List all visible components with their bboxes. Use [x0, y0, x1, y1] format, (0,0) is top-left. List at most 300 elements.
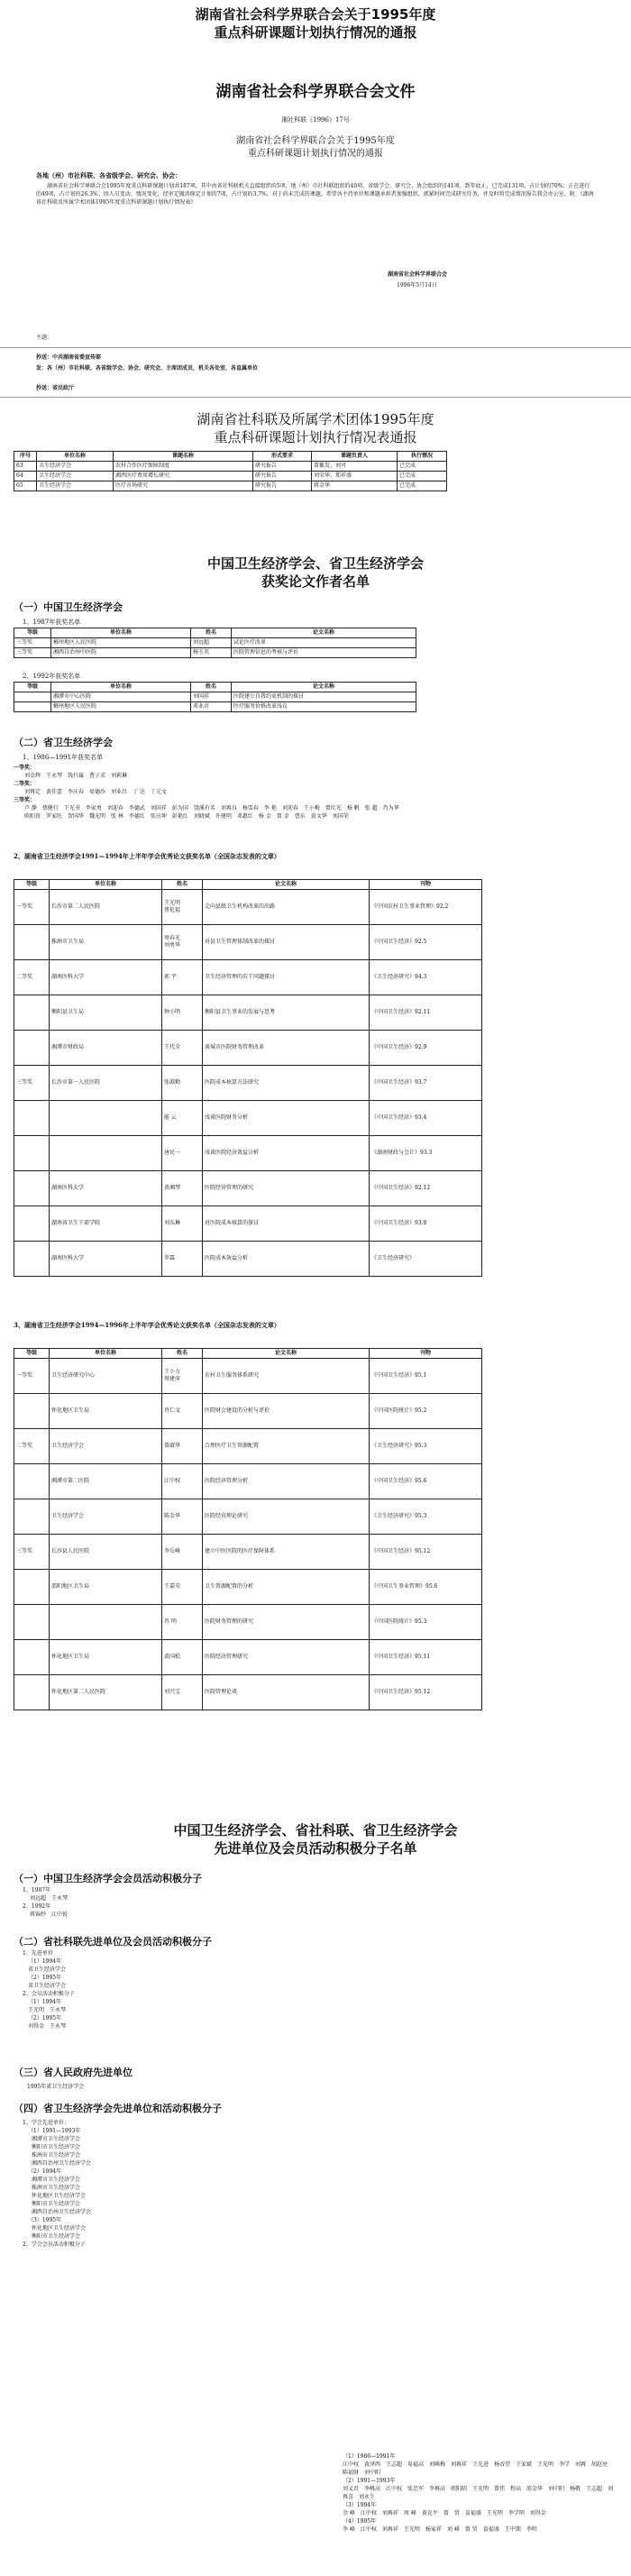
table-header-cell: 等级	[14, 683, 51, 692]
doc3-table3	[14, 879, 482, 1277]
table-cell: 建立中医医院的医疗保障体系	[203, 1535, 370, 1570]
table-cell: 刘远超	[191, 638, 232, 648]
table-cell	[14, 1101, 50, 1136]
table-cell: 刘国祥	[191, 692, 232, 702]
table-row	[14, 638, 416, 648]
doc1-org-header: 湖南省社会科学界联合会文件	[215, 83, 416, 101]
doc2-col-status: 执行情况	[398, 452, 447, 462]
table-cell: 65	[14, 481, 37, 491]
table-cell: 杨玉英	[191, 648, 232, 658]
doc3-t1-wrap	[14, 628, 416, 658]
list-item: 怀化地区卫生经济学会	[32, 2193, 87, 2199]
table-row	[14, 995, 482, 1031]
table-cell: 卫生经济研究中心	[50, 1359, 162, 1394]
table-cell	[50, 1605, 162, 1640]
table-cell: 已完成	[398, 462, 447, 472]
table-cell: 衡阳县卫生局	[50, 995, 162, 1031]
table-cell	[14, 702, 51, 712]
table-row	[14, 1101, 482, 1136]
table-cell: 郭 宇	[162, 960, 203, 995]
table-cell	[14, 1394, 50, 1429]
table-row	[14, 1136, 482, 1171]
doc3-title-line1: 中国卫生经济学会、省卫生经济学会	[206, 555, 424, 572]
award-group-first	[14, 764, 608, 772]
table-header-cell: 单位名称	[50, 1349, 162, 1359]
table-row	[14, 1570, 482, 1605]
table-row	[14, 1429, 482, 1464]
table-header-cell: 论文名称	[203, 1349, 370, 1359]
table-cell: 《湖南财政与会计》93.3	[370, 1136, 482, 1171]
unit-list	[23, 2135, 293, 2168]
table-header-cell: 等级	[14, 628, 51, 638]
table-cell: 《卫生经济研究》95.3	[370, 1499, 482, 1535]
table-cell: 曾繁发、刘可	[312, 462, 398, 472]
doc2-title	[0, 410, 631, 446]
table-cell	[50, 1101, 162, 1136]
table-header-cell: 姓名	[191, 683, 232, 692]
table-row	[14, 1535, 482, 1570]
table-cell: 曾淑华	[162, 1429, 203, 1464]
doc3-t3-wrap	[14, 879, 482, 1277]
doc3-sec1: （一）中国卫生经济学会	[14, 601, 123, 613]
list-item: 刘义君 李桃高 江中权 张忠军 李再高 欧阳昭 王光明 曾伟 程高 邵金华 刘中阳 杨敬 王志超 刘再喜 刘永生	[343, 2486, 614, 2500]
table-cell: 能 云	[162, 1101, 203, 1136]
list-item: 2、会员活动积极分子	[23, 1991, 75, 1997]
table-cell: 《中国卫生经济》95.1	[370, 1359, 482, 1394]
table-row	[14, 1499, 482, 1535]
table-header-cell: 姓名	[162, 880, 203, 890]
table-cell: 怀化地区第二人民医院	[50, 1675, 162, 1710]
table-cell: 湘潭市财政局	[50, 1031, 162, 1066]
table-cell: 卫生经济学会	[37, 462, 114, 472]
list-item: 王光明 王永琴	[28, 2007, 67, 2013]
table-header-cell: 论文名称	[203, 880, 370, 890]
table-cell: 湖南医科大学	[50, 960, 162, 995]
table-header-cell: 刊物	[370, 880, 482, 890]
table-row	[14, 1066, 482, 1101]
doc3-t2-wrap	[14, 682, 416, 712]
table-cell: 刘兴宝	[162, 1675, 203, 1710]
table-cell: 已完成	[398, 481, 447, 491]
doc4-title	[0, 1821, 631, 1857]
table-row	[14, 648, 416, 658]
doc1-subtitle-line2: 重点科研课题计划执行情况的通报	[248, 149, 383, 159]
table-row	[14, 692, 416, 702]
doc4-sec1: （一）中国卫生经济学会会员活动积极分子	[14, 1873, 202, 1884]
table-cell: 罗霖	[162, 1242, 203, 1277]
doc2-col-unit: 单位名称	[37, 452, 114, 462]
table-cell: 江中权	[162, 1464, 203, 1499]
table-cell: 肖仁文	[162, 1394, 203, 1429]
table-cell: 黄国松	[162, 1640, 203, 1675]
doc2-col-leader: 课题负责人	[312, 452, 398, 462]
doc3-title	[0, 555, 631, 591]
table-cell: 陈金华	[162, 1499, 203, 1535]
table-cell	[14, 995, 50, 1031]
table-cell: 《中国卫生事业管理》95.6	[370, 1570, 482, 1605]
table-cell: 二等奖	[14, 1429, 50, 1464]
table-cell	[14, 1242, 50, 1277]
cc-divider-top	[0, 347, 631, 348]
doc1-subtitle	[0, 135, 631, 160]
list-item: （1）1994年	[28, 1999, 62, 2005]
table-cell: 郴州地区人民医院	[51, 702, 191, 712]
table-cell: 周春光 刘勇华	[162, 925, 203, 960]
table-cell: 湘西自治州中医院	[51, 648, 191, 658]
cc-cc: 抄送：省民政厅	[36, 385, 75, 391]
table-cell: 肖 明	[162, 1605, 203, 1640]
table-cell: 医院经济管理分析	[203, 1464, 370, 1499]
table-cell: 浅谈医院财务分析	[203, 1101, 370, 1136]
table-cell: 钟小明	[162, 995, 203, 1031]
table-cell: 《中国卫生经济》92.5	[370, 925, 482, 960]
table-row	[14, 1031, 482, 1066]
table-cell: 湖南医科大学	[50, 1242, 162, 1277]
table-header-cell: 论文名称	[232, 683, 416, 692]
doc2-col-no: 序号	[14, 452, 37, 462]
table-cell: 蒋金华	[312, 481, 398, 491]
table-cell: 医院经营管理的研究	[203, 1171, 370, 1206]
table-cell: 黄湘琴	[162, 1171, 203, 1206]
table-cell: 研究报告	[253, 462, 312, 472]
table-row	[14, 1394, 482, 1429]
table-cell	[14, 692, 51, 702]
list-item: 株洲市卫生经济学会	[32, 2185, 81, 2191]
doc3-sub4: 2、湖南省卫生经济学会1991—1994年上半年学会优秀论文获奖名单（全国杂志发表的文章）	[14, 852, 280, 860]
list-item: 李 峰 江中权 刘再祥 王光明 杨家祥 刘 峰 曾 贸 袁福盛 王中期 李明	[343, 2526, 537, 2533]
doc4-sec4-right	[343, 2452, 613, 2534]
table-row	[14, 462, 447, 472]
doc2-table	[14, 451, 447, 491]
doc3-table3-header	[14, 880, 482, 890]
table-row	[14, 890, 482, 925]
doc3-table4-header	[14, 1349, 482, 1359]
table-cell: 《中国卫生经济》93.7	[370, 1066, 482, 1101]
table-header-cell: 单位名称	[51, 628, 191, 638]
table-cell: 王光明 蔡伦福	[162, 890, 203, 925]
table-row	[14, 1359, 482, 1394]
list-item: 1、先进单位	[23, 1950, 53, 1957]
table-cell: 医院财会建设的分析与评价	[203, 1394, 370, 1429]
doc1-title	[0, 5, 631, 41]
doc1-addressee: 各地（州）市社科联、各省级学会、研究会、协会：	[36, 171, 181, 179]
table-cell	[14, 1031, 50, 1066]
doc4-sec4-left	[23, 2119, 293, 2249]
list-item: 怀化地区卫生经济学会	[32, 2225, 87, 2232]
table-header-cell: 单位名称	[51, 683, 191, 692]
award-names: 刘金辉 王永琴 钱行属 曹子求 刘莉琳	[24, 773, 128, 779]
table-cell: 浅谈医院经济效益分析	[203, 1136, 370, 1171]
table-cell: 医院成本效益分析	[203, 1242, 370, 1277]
list-item: 湘西自治州卫生经济学会	[32, 2209, 92, 2215]
table-cell: 刘荣华、郑祥盛	[312, 472, 398, 481]
table-row	[14, 1171, 482, 1206]
table-cell: 卫生资源配置的分析	[203, 1570, 370, 1605]
table-cell: 医疗市场研究	[114, 481, 253, 491]
doc3-title-line2: 获奖论文作者名单	[261, 573, 370, 590]
table-cell: 二等奖	[14, 960, 50, 995]
list-item: 1、1987年	[23, 1887, 51, 1893]
table-cell: 《中国农村卫生事业管理》92.2	[370, 890, 482, 925]
table-cell: 李岳峰	[162, 1535, 203, 1570]
table-cell: 《中国卫生经济》93.4	[370, 1101, 482, 1136]
list-item: （3）1994年	[343, 2502, 377, 2508]
doc1-signature: 湖南省社会科学界联合会	[388, 271, 448, 278]
table-cell: 64	[14, 472, 37, 481]
table-cell: 株洲市卫生局	[50, 925, 162, 960]
cc-divider-bottom	[0, 397, 631, 398]
table-cell: 《中国卫生经济》95.6	[370, 1464, 482, 1499]
table-cell: 三等奖	[14, 648, 51, 658]
table-cell	[14, 925, 50, 960]
table-cell: 王小力 周建萍	[162, 1359, 203, 1394]
doc3-t4-wrap	[14, 1348, 482, 1710]
table-cell: 唐民一	[162, 1136, 203, 1171]
doc2-table-header	[14, 452, 447, 462]
table-header-cell: 姓名	[191, 628, 232, 638]
table-cell: 医院成本核算方法研究	[203, 1066, 370, 1101]
list-item: 刘远超 王永琴	[30, 1895, 69, 1902]
table-cell	[14, 1640, 50, 1675]
list-item: 蒋锦抄 江中锐	[30, 1911, 69, 1918]
table-cell: 卫生经济学会	[50, 1499, 162, 1535]
table-row	[14, 925, 482, 960]
list-item: 江中权 黄泽西 王志超 易福高 刘峰梅 刘再祥 王先进 杨帝望 王家斌 王光明 李学 刘再 胡赵亮 陈福财 刘中阳	[343, 2461, 614, 2476]
award-group-second	[14, 780, 608, 788]
table-cell: 医院经济管理研究	[203, 1640, 370, 1675]
table-header-cell: 等级	[14, 1349, 50, 1359]
list-item: 湘潭市卫生经济学会	[32, 2177, 81, 2183]
list-item: （2）1994年	[28, 2168, 62, 2175]
table-row	[14, 1675, 482, 1710]
table-cell	[14, 1206, 50, 1242]
list-item: 刘得金 王永琴	[28, 2023, 67, 2030]
table-cell: 郴州地区人民医院	[51, 638, 191, 648]
table-cell: 《卫生经济研究》95.3	[370, 1429, 482, 1464]
table-cell: 湘潭市第二医院	[50, 1464, 162, 1499]
table-cell: 长沙市第二人民医院	[50, 890, 162, 925]
table-cell: 合理医疗卫生资源配置	[203, 1429, 370, 1464]
list-item: 省卫生经济学会	[28, 1966, 67, 1973]
table-cell: 对县卫生管理体制改革的探讨	[203, 925, 370, 960]
table-cell: 王代全	[162, 1031, 203, 1066]
table-header-cell: 刊物	[370, 1349, 482, 1359]
unit-list	[23, 2176, 293, 2216]
doc4-sec4: （四）省卫生经济学会先进单位和活动积极分子	[14, 2103, 222, 2114]
table-cell	[14, 1570, 50, 1605]
table-cell: 卫生经济学会	[37, 472, 114, 481]
table-row	[14, 1605, 482, 1640]
table-cell: 卫生经济学会	[50, 1429, 162, 1464]
table-cell	[50, 1136, 162, 1171]
table-cell: 长沙市第一人民医院	[50, 1066, 162, 1101]
doc2-table-wrap	[14, 451, 447, 491]
cc-topic: 主题：	[36, 335, 53, 341]
doc4-sec2-list	[23, 1949, 75, 2031]
doc1-number: 湘社科联（1996）17号	[281, 116, 350, 124]
list-item: 衡阳市卫生经济学会	[32, 2233, 81, 2240]
table-row	[14, 481, 447, 491]
doc1-date: 1996年5月14日	[397, 282, 437, 289]
table-header-cell: 论文名称	[232, 628, 416, 638]
table-cell: 卫生经济管理的若干问题探讨	[203, 960, 370, 995]
table-cell: 《中国卫生经济》92.9	[370, 1031, 482, 1066]
list-item: 1、学会先进单位：	[23, 2120, 69, 2126]
table-cell: 医院管理信息的考核与评价	[232, 648, 416, 658]
doc2-col-topic: 课题名称	[114, 452, 253, 462]
table-cell: 医疗服务价格改革浅议	[232, 702, 416, 712]
table-cell: 怀化地区卫生局	[50, 1640, 162, 1675]
table-cell: 王嘉荣	[162, 1570, 203, 1605]
table-cell: 医院管理论谈	[203, 1675, 370, 1710]
table-cell: 湘西医疗费用增长研究	[114, 472, 253, 481]
table-cell: 《卫生经济研究》94.3	[370, 960, 482, 995]
list-item: （1）1986—1991年	[343, 2453, 396, 2460]
list-item: （4）1995年	[343, 2518, 377, 2525]
table-cell: 一等奖	[14, 890, 50, 925]
list-item: （1）1991—1993年	[28, 2128, 81, 2134]
table-row	[14, 702, 416, 712]
table-cell: 邓业君	[191, 702, 232, 712]
doc4-title-line1: 中国卫生经济学会、省社科联、省卫生经济学会	[173, 1822, 458, 1838]
table-header-cell: 等级	[14, 880, 50, 890]
list-item: （3）1995年	[28, 2217, 62, 2223]
table-cell: 湖南省卫生干部学院	[50, 1206, 162, 1242]
table-cell	[14, 1464, 50, 1499]
doc4-sec1-list	[23, 1886, 68, 1919]
table-cell: 走向县级卫生机构改革的出路	[203, 890, 370, 925]
doc3-awards-1986	[14, 764, 608, 820]
table-cell: 三等奖	[14, 1066, 50, 1101]
table-cell: 研究报告	[253, 481, 312, 491]
cc-copy-to: 抄送：中共湖南省委宣传部	[36, 354, 102, 361]
doc2-col-form: 形式要求	[253, 452, 312, 462]
list-item: 衡阳市卫生经济学会	[32, 2201, 81, 2207]
unit-list	[23, 2224, 293, 2241]
award-names: 刘再定 黄佳蕾 李庆春 易德沙 刘业昌 丁 达 丁元文	[24, 789, 167, 795]
table-cell	[14, 1499, 50, 1535]
table-header-cell: 姓名	[162, 1349, 203, 1359]
doc1-title-line1: 湖南省社会科学界联合会关于1995年度	[195, 6, 436, 23]
cc-send-to: 发：各（州）市社科联，各省级学会、协会、研究会，主席团成员，机关各处室，各直属单位	[36, 365, 259, 371]
doc2-title-line2: 重点科研课题计划执行情况表通报	[214, 429, 417, 445]
table-row	[14, 472, 447, 481]
table-cell: 卫生经济学会	[37, 481, 114, 491]
doc3-sub1: 1、1987年获奖名单	[23, 619, 81, 626]
table-cell	[14, 1605, 50, 1640]
table-cell	[14, 1136, 50, 1171]
doc3-table1	[14, 628, 416, 658]
table-cell: 《中国医院统计》95.3	[370, 1605, 482, 1640]
doc3-sub5: 3、湖南省卫生经济学会1994—1996年上半年学会优秀论文获奖名单（全国杂志发表的文章）	[14, 1321, 280, 1329]
award-level-label: 一等奖：	[14, 765, 36, 771]
table-cell: 63	[14, 462, 37, 472]
doc3-sub2: 2、1992年获奖名单	[23, 673, 81, 680]
table-cell: 《中国医院统计》95.2	[370, 1394, 482, 1429]
table-cell: 邵阳地区卫生局	[50, 1570, 162, 1605]
table-cell: 《中国卫生经济》95.12	[370, 1535, 482, 1570]
table-cell: 《中国卫生经济》95.12	[370, 1675, 482, 1710]
table-cell: 湘潭市中心医院	[51, 692, 191, 702]
table-cell: 已完成	[398, 472, 447, 481]
table-cell: 《中国卫生经济》95.11	[370, 1640, 482, 1675]
doc4-sec3: （三）省人民政府先进单位	[14, 2067, 133, 2078]
list-item: 衡阳市卫生经济学会	[32, 2144, 81, 2150]
list-item: （2）1995年	[28, 1975, 62, 1981]
doc3-table2-header	[14, 683, 416, 692]
table-cell: 《中国卫生经济》92.12	[370, 1171, 482, 1206]
list-item: 1995年省卫生经济学会	[27, 2084, 85, 2090]
table-cell: 《卫生经济研究》	[370, 1242, 482, 1277]
table-cell: 一等奖	[14, 1359, 50, 1394]
table-cell: 医院财务管理的研究	[203, 1605, 370, 1640]
doc3-table4	[14, 1348, 482, 1710]
table-cell: 农村合作医疗保障制度	[114, 462, 253, 472]
table-header-cell: 单位名称	[50, 880, 162, 890]
table-row	[14, 1464, 482, 1499]
award-level-label: 三等奖：	[14, 797, 36, 803]
table-cell: 刘东琳	[162, 1206, 203, 1242]
table-cell: 《中国卫生经济》93.8	[370, 1206, 482, 1242]
table-cell: 张淑勤	[162, 1066, 203, 1101]
list-item: 2、1992年	[23, 1903, 51, 1910]
table-cell: 农村卫生服务体系研究	[203, 1359, 370, 1394]
doc1-body: 湖南省社会科学界联合会1995年度重点科研课题计划共187项，其中由省社科联机关直接组织的5项，地（州）市社科联组织的40项，省级学会、研究会、协会组织的141项。到年底止，已完成131项，占计划的70%；正在进行的49项，占计划的26.3%；因人员变动、情况变化，经审定撤消原定计划的7项，占计划的3.7%。对于尚未完成的课题，希望各主持单位和课题承担者加强组织、抓紧时间完成研究任务，并及时将完成情况报告我会办公室。附：《湖南省社科联及所属学术团体1995年度重点科研课题计划执行情况表》	[36, 183, 594, 206]
table-cell: 怀化地区卫生局	[50, 1394, 162, 1429]
table-cell: 衡阳县卫生事业的发展与思考	[203, 995, 370, 1031]
doc2-title-line1: 湖南省社科联及所属学术团体1995年度	[197, 411, 434, 427]
list-item: 省卫生经济学会	[28, 1983, 67, 1989]
doc4-sec2: （二）省社科联先进单位及会员活动积极分子	[14, 1936, 212, 1948]
table-row	[14, 1206, 482, 1242]
table-cell: 三等奖	[14, 1535, 50, 1570]
award-names: 卢 静 蔡健行 王光书 李家勇 刘迎春 李德武 刘国祥 彭为国 饶溪有名 刘再良 杨雪春 李 艳 刘迎春 王小梅 曾红光 杨 帆 张 超 肖为华 欧阳贵 罗家旺 贺国华 魏光明 张 林 李德红 张应坤 彭艳红 刘晓斌 许建明 邓惠红 杨 金 曾 金 曹东 黄文华 刘国荣	[24, 805, 405, 820]
list-item: 湘西自治州卫生经济学会	[32, 2160, 92, 2167]
table-cell: 对医院成本核算的探讨	[203, 1206, 370, 1242]
table-row	[14, 960, 482, 995]
doc4-title-line2: 先进单位及会员活动积极分子名单	[214, 1840, 417, 1856]
table-cell: 医院建立自我约束机制的探讨	[232, 692, 416, 702]
list-item: （2）1991—1993年	[343, 2478, 396, 2484]
list-item: 2、学会会员活动积极分子	[23, 2241, 86, 2248]
table-cell: 谈城市医院财务管理改革	[203, 1031, 370, 1066]
award-level-label: 二等奖：	[14, 781, 36, 787]
award-group-third	[14, 796, 608, 804]
table-cell: 长沙县人民医院	[50, 1535, 162, 1570]
table-cell: 《中国卫生经济》92.11	[370, 995, 482, 1031]
doc1-title-line2: 重点科研课题计划执行情况的通报	[214, 24, 417, 41]
doc3-sub3: 1、1986—1991年获奖名单	[23, 754, 104, 761]
table-cell: 研究报告	[253, 472, 312, 481]
list-item: （2）1995年	[28, 2015, 62, 2021]
table-cell	[14, 1171, 50, 1206]
list-item: 余 峰 江中权 刘再祥 周 峰 黄克平 曾 贸 袁福盛 王光明 李学明 刘得金	[343, 2510, 546, 2516]
doc3-table2	[14, 682, 416, 712]
table-cell: 医院经营理论研究	[203, 1499, 370, 1535]
table-row	[14, 1640, 482, 1675]
table-cell: 湖南医科大学	[50, 1171, 162, 1206]
list-item: 株洲市卫生经济学会	[32, 2152, 81, 2159]
table-row	[14, 1242, 482, 1277]
table-cell: 试论医疗改革	[232, 638, 416, 648]
list-item: （1）1994年	[28, 1958, 62, 1965]
table-cell: 三等奖	[14, 638, 51, 648]
table-cell	[14, 1675, 50, 1710]
doc1-subtitle-line1: 湖南省社会科学界联合会关于1995年度	[236, 136, 395, 146]
doc3-sec2: （二）省卫生经济学会	[14, 737, 113, 748]
list-item: 湘潭市卫生经济学会	[32, 2136, 81, 2142]
doc3-table1-header	[14, 628, 416, 638]
